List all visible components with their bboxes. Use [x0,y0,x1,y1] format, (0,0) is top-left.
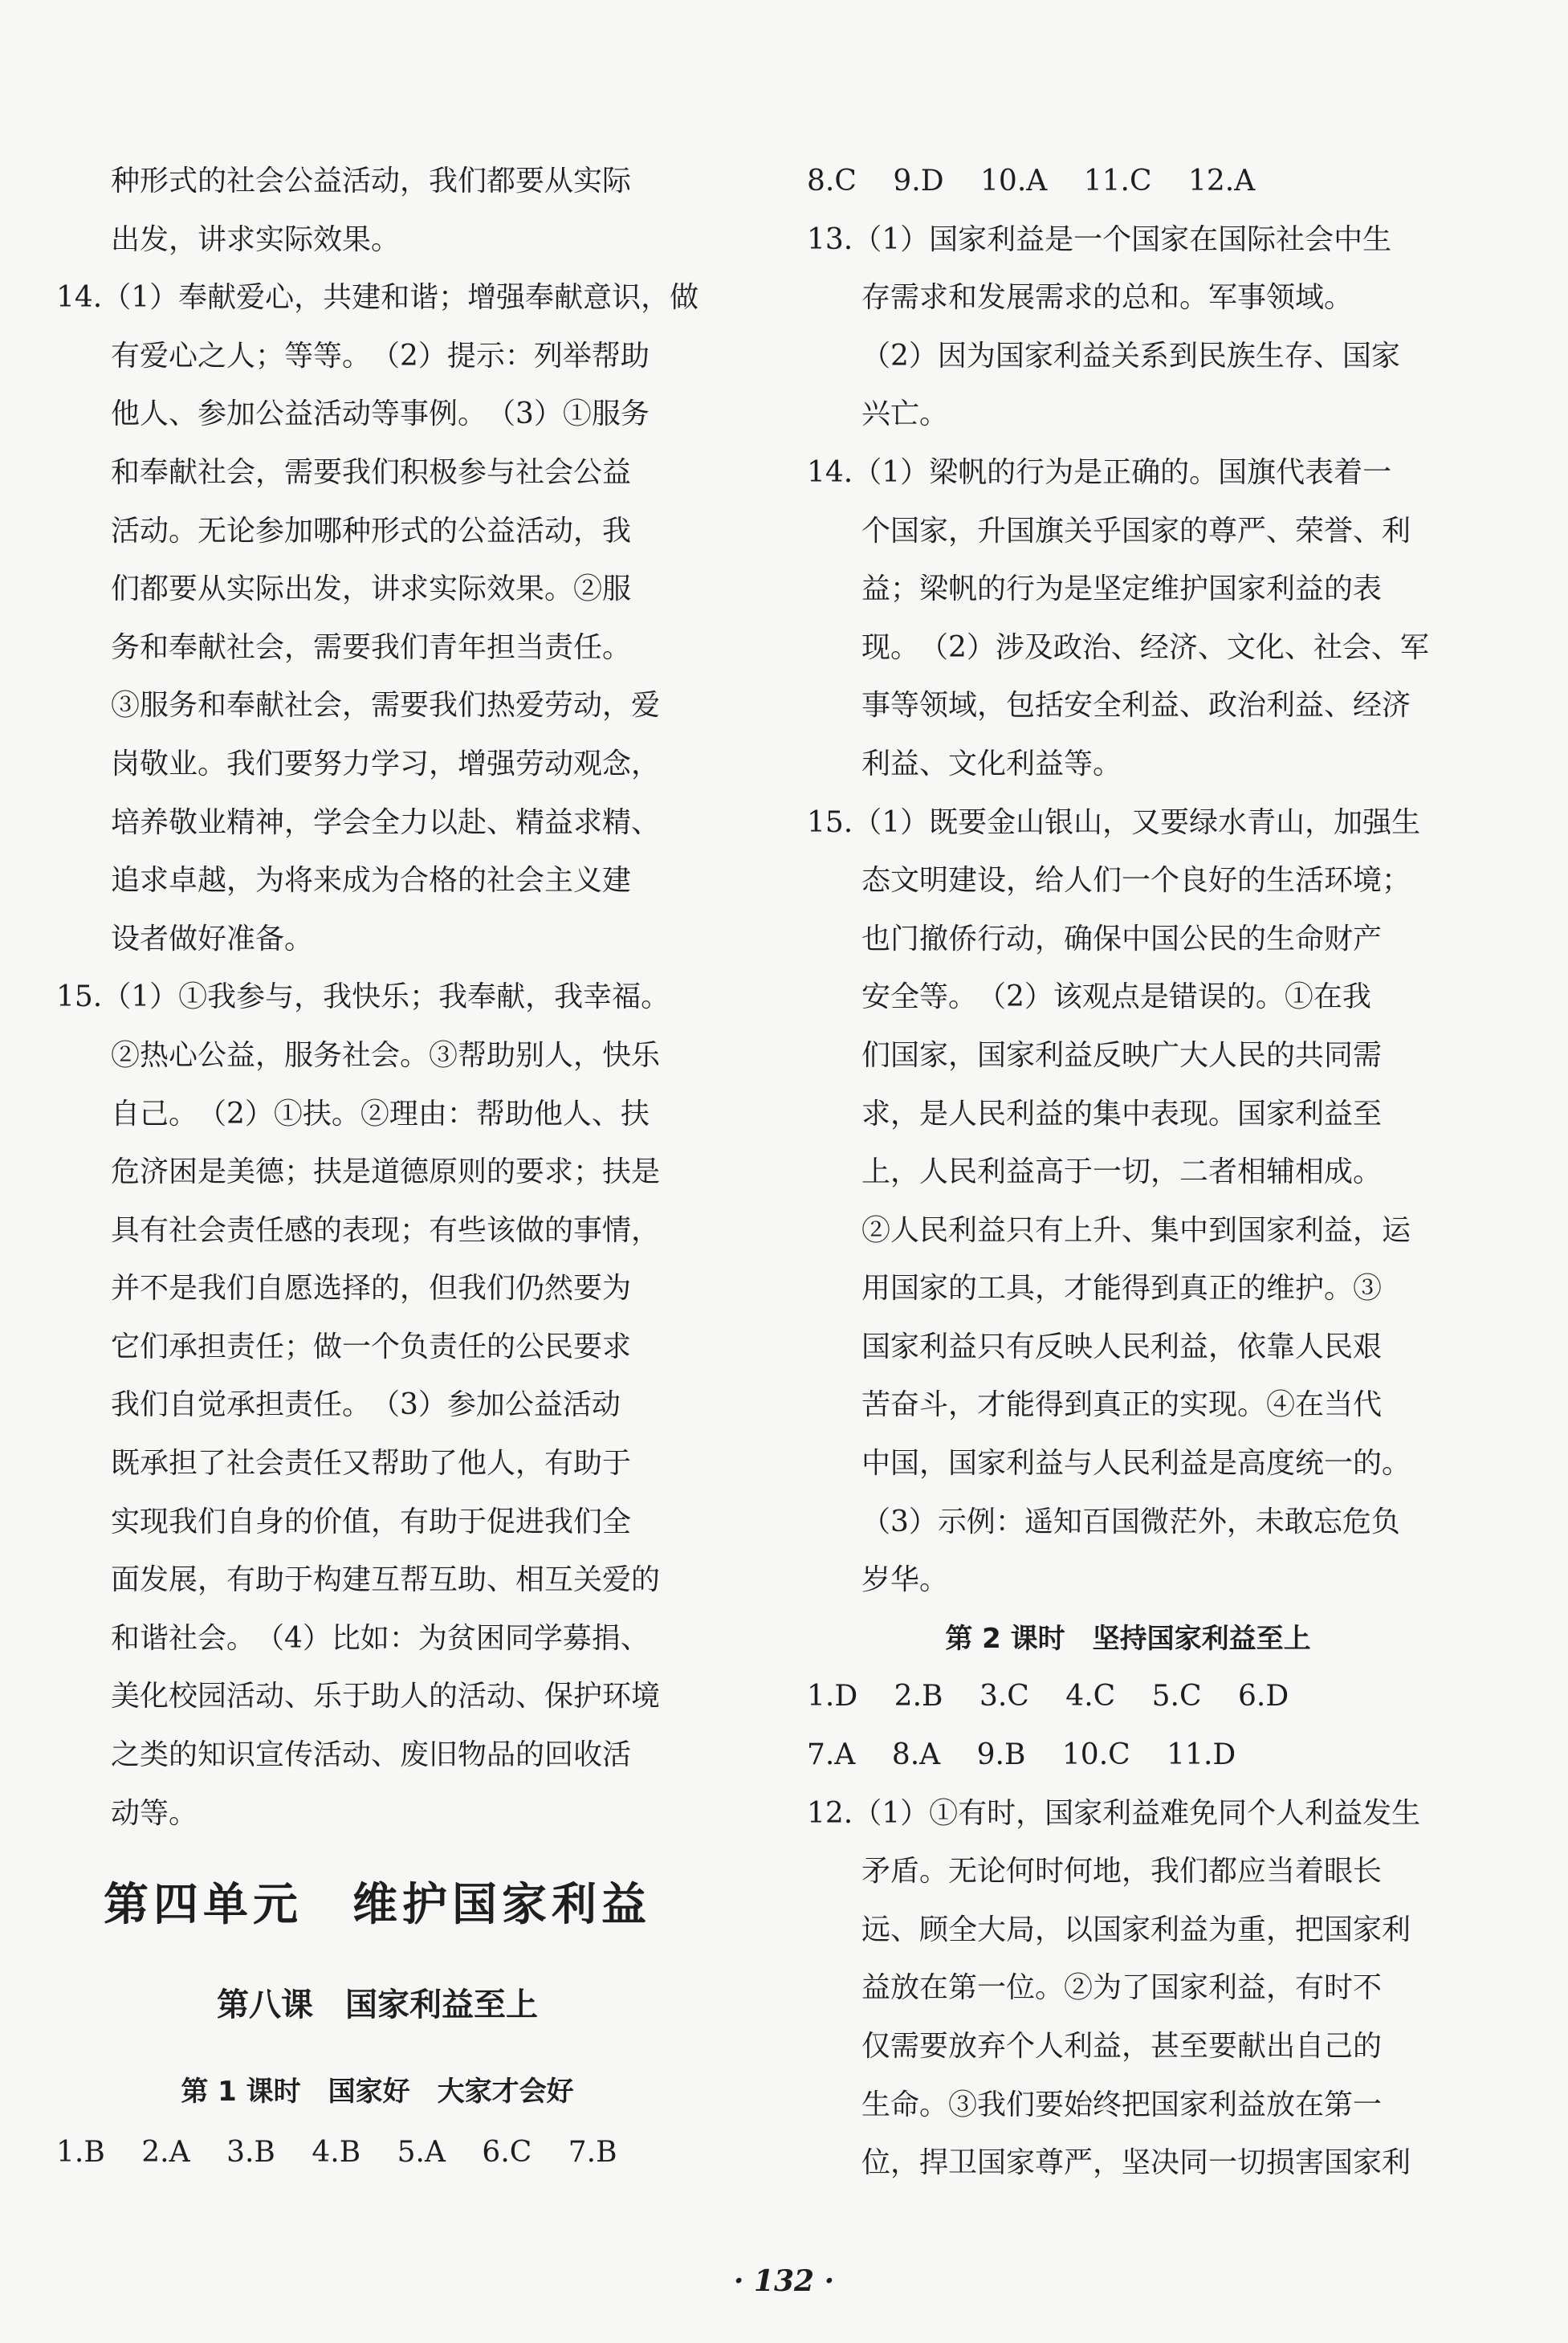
text-line: 危济困是美德；扶是道德原则的要求；扶是 [111,1155,661,1189]
text-line: 用国家的工具，才能得到真正的维护。③ [861,1272,1383,1306]
text-line: 既承担了社会责任又帮助了他人，有助于 [111,1447,632,1481]
answer-item: 9.D [893,165,944,198]
answer-row [56,2124,698,2182]
answer-item: 11.D [1167,1738,1236,1772]
text-line: 设者做好准备。 [111,922,314,956]
page-number: · 132 · [733,2264,835,2298]
text-line: 自己。 （2）①扶。②理由：帮助他人、扶 [111,1097,650,1131]
text-line: 实现我们自身的价值，有助于促进我们全 [111,1505,632,1538]
text-line: 和谐社会。 （4）比如：为贫困同学募捐、 [111,1621,650,1655]
answer-item: 3.B [226,2136,275,2170]
text-line: 务和奉献社会，需要我们青年担当责任。 [111,630,632,664]
text-line: 态文明建设，给人们一个良好的生活环境； [861,864,1411,898]
text-line: 追求卓越，为将来成为合格的社会主义建 [111,864,632,898]
text-line: 它们承担责任；做一个负责任的公民要求 [111,1330,632,1363]
text-line: 益；梁帆的行为是坚定维护国家利益的表 [861,573,1383,606]
answer-item: 10.A [980,165,1048,198]
text-line: 有爱心之人；等等。 （2）提示：列举帮助 [111,339,650,373]
text-line: 出发，讲求实际效果。 [111,222,401,256]
text-line: 兴亡。 [861,397,949,431]
text-line: ②热心公益，服务社会。③帮助别人，快乐 [111,1038,661,1072]
answer-item: 12.A [1187,165,1256,198]
answer-item: 11.C [1083,165,1152,198]
text-line: 苦奋斗，才能得到真正的实现。④在当代 [861,1388,1383,1422]
text-line: （3）示例：遥知百国微茫外，未敢忘危负 [861,1505,1400,1538]
left-text-block [56,153,698,1843]
text-line: 岁华。 [861,1563,949,1597]
text-line: 安全等。 （2）该观点是错误的。①在我 [861,980,1371,1014]
answer-row [807,1726,1449,1785]
right-text-block-bottom [807,1785,1449,2193]
text-line: 14.（1）奉献爱心，共建和谐；增强奉献意识，做 [56,281,699,315]
answer-item: 4.B [312,2136,361,2170]
right-column [807,153,1449,2193]
text-line: 也门撤侨行动，确保中国公民的生命财产 [861,922,1383,956]
text-line: （2）因为国家利益关系到民族生存、国家 [861,339,1400,373]
text-line: 们都要从实际出发，讲求实际效果。②服 [111,573,632,606]
text-line: 具有社会责任感的表现；有些该做的事情， [111,1213,661,1247]
section-title: 第 1 课时 国家好 大家才会好 [181,2076,574,2109]
answer-item: 1.B [56,2136,105,2170]
text-line: ②人民利益只有上升、集中到国家利益，运 [861,1213,1411,1247]
right-text-block [807,211,1449,1610]
text-line: 我们自觉承担责任。 （3）参加公益活动 [111,1388,621,1422]
answer-item: 7.B [568,2136,617,2170]
answer-item: 6.D [1238,1680,1289,1713]
text-line: 活动。无论参加哪种形式的公益活动，我 [111,514,632,548]
text-line: 国家利益只有反映人民利益，依靠人民艰 [861,1330,1383,1363]
text-line: 生命。③我们要始终把国家利益放在第一 [861,2088,1383,2121]
text-line: 13.（1）国家利益是一个国家在国际社会中生 [807,222,1392,256]
text-line: 上，人民利益高于一切，二者相辅相成。 [861,1155,1383,1189]
answer-item: 2.A [141,2136,190,2170]
answer-item: 7.A [807,1738,856,1772]
text-line: 利益、文化利益等。 [861,747,1122,780]
section-title: 第 2 课时 坚持国家利益至上 [945,1622,1311,1655]
answer-item: 4.C [1065,1680,1116,1713]
answer-item: 5.A [397,2136,446,2170]
text-line: 培养敬业精神，学会全力以赴、精益求精、 [111,805,661,839]
text-line: 矛盾。无论何时何地，我们都应当着眼长 [861,1855,1383,1889]
text-line: 存需求和发展需求的总和。军事领域。 [861,281,1354,315]
text-line: 和奉献社会，需要我们积极参与社会公益 [111,455,632,489]
text-line: 岗敬业。我们要努力学习，增强劳动观念， [111,747,661,780]
text-line: ③服务和奉献社会，需要我们热爱劳动，爱 [111,689,661,723]
text-line: 们国家，国家利益反映广大人民的共同需 [861,1038,1383,1072]
text-line: 15.（1）①我参与，我快乐；我奉献，我幸福。 [56,980,670,1014]
answer-item: 6.C [482,2136,532,2170]
answer-row [807,1668,1449,1726]
lesson-title: 第八课 国家利益至上 [217,1986,538,2024]
answer-item: 5.C [1151,1680,1202,1713]
left-column [56,153,698,2182]
text-line: 仅需要放弃个人利益，甚至要献出自己的 [861,2030,1383,2063]
answer-item: 8.A [891,1738,941,1772]
text-line: 远、顾全大局，以国家利益为重，把国家利 [861,1913,1411,1946]
text-line: 美化校园活动、乐于助人的活动、保护环境 [111,1680,661,1713]
answer-item: 2.B [894,1680,943,1713]
answer-item: 9.B [976,1738,1026,1772]
text-line: 现。 （2）涉及政治、经济、文化、社会、军 [861,630,1429,664]
answer-item: 10.C [1061,1738,1130,1772]
text-line: 益放在第一位。②为了国家利益，有时不 [861,1971,1383,2005]
text-line: 面发展，有助于构建互帮互助、相互关爱的 [111,1563,661,1597]
text-line: 事等领域，包括安全利益、政治利益、经济 [861,689,1411,723]
text-line: 位，捍卫国家尊严，坚决同一切损害国家利 [861,2146,1411,2180]
text-line: 15.（1）既要金山银山，又要绿水青山，加强生 [807,805,1421,839]
text-line: 个国家，升国旗关乎国家的尊严、荣誉、利 [861,514,1411,548]
answer-item: 1.D [807,1680,858,1713]
unit-title: 第四单元 维护国家利益 [104,1878,651,1932]
answer-item: 3.C [979,1680,1029,1713]
text-line: 中国，国家利益与人民利益是高度统一的。 [861,1447,1411,1481]
text-line: 12.（1）①有时，国家利益难免同个人利益发生 [807,1796,1421,1830]
answer-row [807,153,1449,211]
text-line: 求，是人民利益的集中表现。国家利益至 [861,1097,1383,1131]
answer-item: 8.C [807,165,857,198]
text-line: 动等。 [111,1796,198,1830]
text-line: 之类的知识宣传活动、废旧物品的回收活 [111,1738,632,1772]
text-line: 他人、参加公益活动等事例。 （3）①服务 [111,397,650,431]
text-line: 14.（1）梁帆的行为是正确的。国旗代表着一 [807,455,1392,489]
text-line: 并不是我们自愿选择的，但我们仍然要为 [111,1272,632,1306]
text-line: 种形式的社会公益活动，我们都要从实际 [111,165,632,198]
